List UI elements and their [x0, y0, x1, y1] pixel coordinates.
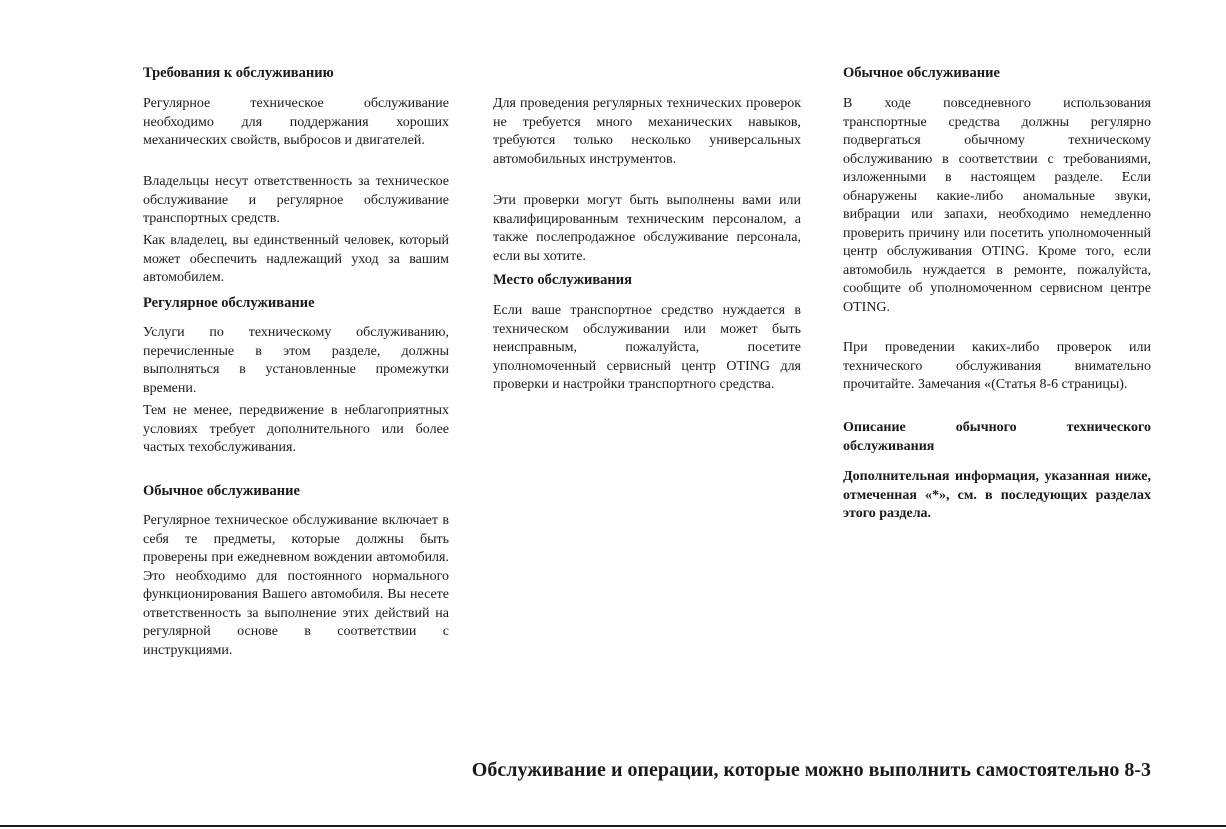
- paragraph-adverse-conditions: Тем не менее, передвижение в неблагоприятных условиях требует дополнительного или более частых техобслуживания.: [143, 403, 449, 455]
- paragraph-regular-maintenance-needed: Регулярное техническое обслуживание необходимо для поддержания хороших механических свойств, выбросов и двигателей.: [143, 96, 449, 148]
- paragraph-checks-performed: Эти проверки могут быть выполнены вами или квалифицированным техническим персоналом, а также послепродажное обслуживание персонала, если вы хотите.: [493, 193, 801, 264]
- paragraph-daily-use: В ходе повседневного использования транспортные средства должны регулярно подвергаться обычному техническому обслуживанию в соответствии с требованиями, изложенными в настоящем разделе. Если обнаружены какие-либо аномальные звуки, вибрации или запахи, необходимо немедленно проверить причину или посетить уполномоченный центр обслуживания OTING. Кроме того, если автомобиль нуждается в ремонте, пожалуйста, сообщите об уполномоченном сервисном центре OTING.: [843, 96, 1151, 315]
- heading-service-location: Место обслуживания: [493, 272, 632, 288]
- paragraph-services-intervals: Услуги по техническому обслуживанию, перечисленные в этом разделе, должны выполняться в установленные промежутки времени.: [143, 325, 449, 396]
- paragraph-service-location: Если ваше транспортное средство нуждается в техническом обслуживании или может быть неисправным, пожалуйста, посетите уполномоченный сервисный центр OTING для проверки и настройки транспортного средства.: [493, 303, 801, 392]
- heading-maintenance-requirements: Требования к обслуживанию: [143, 65, 334, 81]
- paragraph-tools-needed: Для проведения регулярных технических проверок не требуется много механических навыков, требуются только несколько универсальных автомобильных инструментов.: [493, 96, 801, 167]
- paragraph-read-notes: При проведении каких-либо проверок или технического обслуживания внимательно прочитайте. Замечания «(Статья 8-6 страницы).: [843, 340, 1151, 392]
- page-footer-title: Обслуживание и операции, которые можно выполнить самостоятельно 8-3: [471, 759, 1151, 781]
- paragraph-usual-maintenance-description: Описание обычного технического обслуживания: [843, 420, 1151, 454]
- bottom-divider: [0, 825, 1226, 827]
- paragraph-as-owner: Как владелец, вы единственный человек, который может обеспечить надлежащий уход за вашим автомобилем.: [143, 233, 449, 285]
- heading-usual-maintenance-right: Обычное обслуживание: [843, 65, 1000, 81]
- heading-regular-maintenance: Регулярное обслуживание: [143, 295, 315, 311]
- paragraph-owners-responsibility: Владельцы несут ответственность за техническое обслуживание и регулярное обслуживание транспортных средств.: [143, 174, 449, 226]
- paragraph-usual-maintenance-includes: Регулярное техническое обслуживание включает в себя те предметы, которые должны быть проверены при ежедневном вождении автомобиля. Это необходимо для постоянного нормального функционирования Вашего автомобиля. Вы несете ответственность за выполнение этих действий на регулярной основе в соответствии с инструкциями.: [143, 513, 449, 658]
- paragraph-additional-information: Дополнительная информация, указанная ниже, отмеченная «*», см. в последующих разделах этого раздела.: [843, 469, 1151, 521]
- heading-usual-maintenance: Обычное обслуживание: [143, 483, 300, 499]
